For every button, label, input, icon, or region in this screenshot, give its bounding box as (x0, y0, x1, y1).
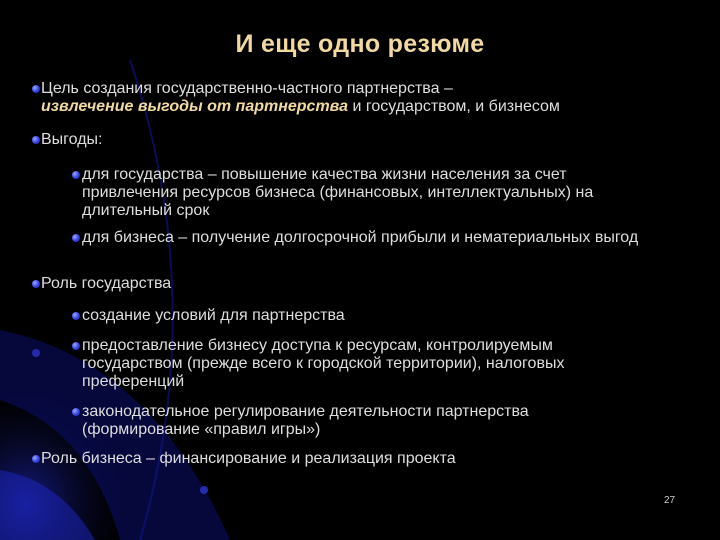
decorative-orb (200, 486, 208, 494)
business-role-text: Роль бизнеса – финансирование и реализация проекта (41, 450, 456, 467)
conditions-text: создание условий для партнерства (82, 307, 345, 324)
sub-bullet-regulation (82, 403, 642, 439)
benefits-label: Выгоды: (41, 131, 103, 148)
resources-text: предоставление бизнесу доступа к ресурсам, контролируемым государством (прежде всего к городской территории), налоговых преференций (82, 337, 565, 390)
bullet-dot-icon (32, 280, 40, 288)
bullet-dot-icon (72, 312, 80, 320)
bullet-dot-icon (72, 408, 80, 416)
goal-rest: и государством, и бизнесом (348, 98, 560, 115)
bullet-dot-icon (32, 455, 40, 463)
bullet-dot-icon (72, 171, 80, 179)
decorative-orb (32, 349, 40, 357)
bullet-business-role (41, 450, 681, 468)
slide-title: И еще одно резюме (235, 30, 485, 58)
state-benefit-text: для государства – повышение качества жизни населения за счет привлечения ресурсов бизнеса (финансовых, интеллектуальных) на длительный срок (82, 166, 594, 219)
bullet-dot-icon (72, 342, 80, 350)
sub-bullet-state-benefit (82, 166, 642, 220)
goal-line-1: Цель создания государственно-частного партнерства – (41, 80, 453, 97)
bullet-goal (41, 80, 681, 116)
bullet-dot-icon (72, 234, 80, 242)
sub-bullet-business-benefit (82, 229, 662, 247)
bullet-dot-icon (32, 85, 40, 93)
regulation-text: законодательное регулирование деятельности партнерства (формирование «правил игры») (82, 403, 529, 438)
bullet-state-role (41, 275, 681, 293)
sub-bullet-conditions (82, 307, 642, 325)
page-number: 27 (664, 495, 676, 506)
bullet-dot-icon (32, 136, 40, 144)
sub-bullet-resources (82, 337, 632, 391)
state-role-label: Роль государства (41, 275, 172, 292)
bullet-benefits (41, 131, 681, 149)
goal-highlight: извлечение выгоды от партнерства (41, 98, 349, 115)
business-benefit-text: для бизнеса – получение долгосрочной прибыли и нематериальных выгод (82, 229, 639, 246)
goal-line-2 (41, 98, 681, 116)
